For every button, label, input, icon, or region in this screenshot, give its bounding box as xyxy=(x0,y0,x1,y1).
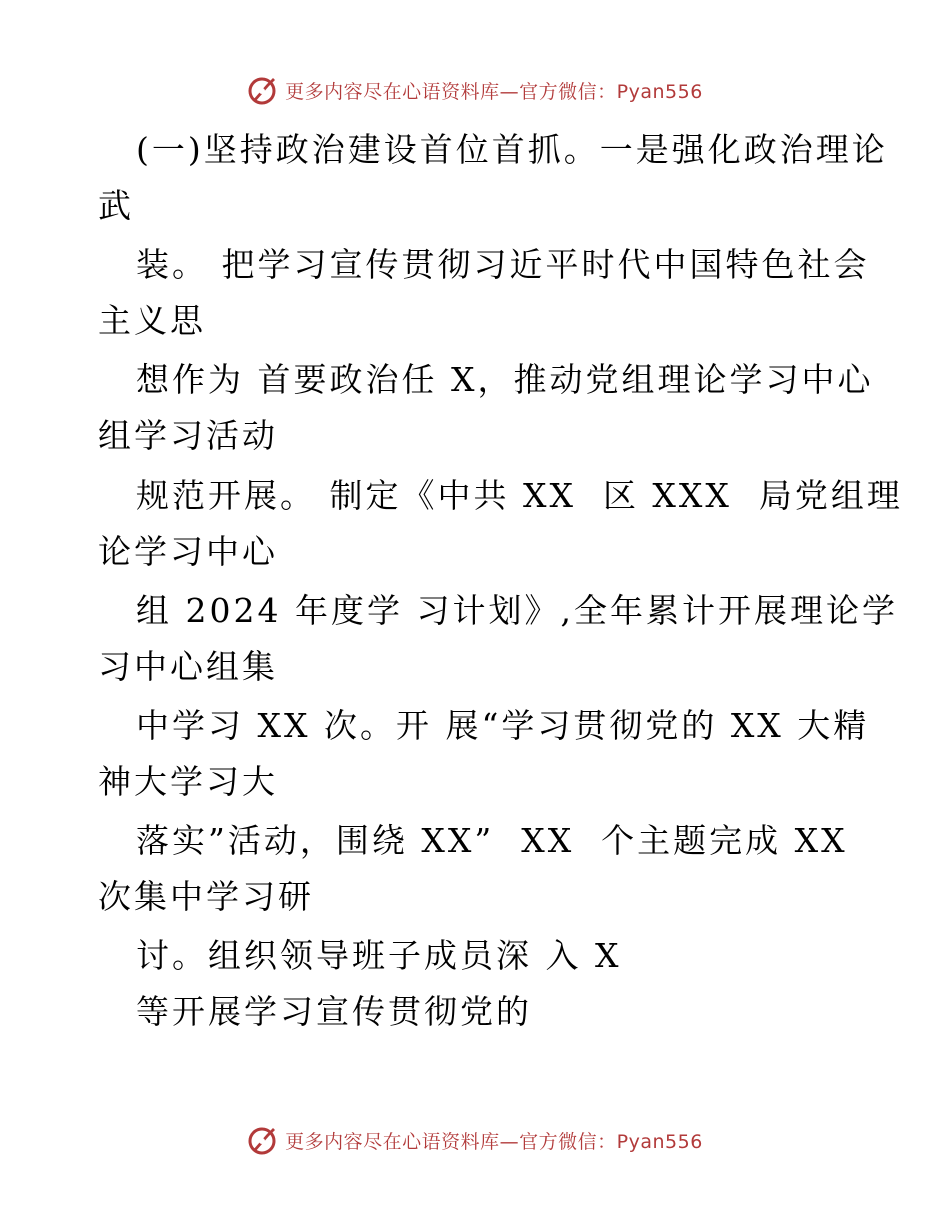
body-line-13: 落实”活动，围绕 XX” XX 个主题完成 XX xyxy=(136,821,848,860)
footer-watermark xyxy=(0,1120,950,1160)
body-line-16: 等开展学习宣传贯彻党的 xyxy=(136,992,532,1031)
body-line-14: 次集中学习研 xyxy=(98,877,314,916)
body-line-6: 组学习活动 xyxy=(98,416,278,455)
body-line-15: 讨。组织领导班子成员深 入 X xyxy=(136,936,622,975)
body-line-1: (一)坚持政治建设首位首抓。一是强化政治理论 xyxy=(136,130,888,169)
body-line-11: 中学习 XX 次。开 展“学习贯彻党的 XX 大精 xyxy=(136,706,870,745)
body-line-9: 组 2024 年度学 习计划》,全年累计开展理论学 xyxy=(136,591,898,630)
body-line-3: 装。 把学习宣传贯彻习近平时代中国特色社会 xyxy=(136,245,870,284)
body-line-4: 主义思 xyxy=(98,301,206,340)
body-line-5: 想作为 首要政治任 X，推动党组理论学习中心 xyxy=(136,360,874,399)
body-line-2: 武 xyxy=(98,186,134,225)
header-watermark xyxy=(0,70,950,110)
pen-logo-icon xyxy=(247,1124,279,1156)
body-line-12: 神大学习大 xyxy=(98,762,278,801)
pen-logo-icon xyxy=(247,74,279,106)
footer-watermark-text: 更多内容尽在心语资料库—官方微信：Pyan556 xyxy=(285,1130,703,1153)
body-line-7: 规范开展。 制定《中共 XX 区 XXX 局党组理 xyxy=(136,476,903,515)
header-watermark-text: 更多内容尽在心语资料库—官方微信：Pyan556 xyxy=(285,80,703,103)
body-line-8: 论学习中心 xyxy=(98,532,278,571)
body-line-10: 习中心组集 xyxy=(98,647,278,686)
